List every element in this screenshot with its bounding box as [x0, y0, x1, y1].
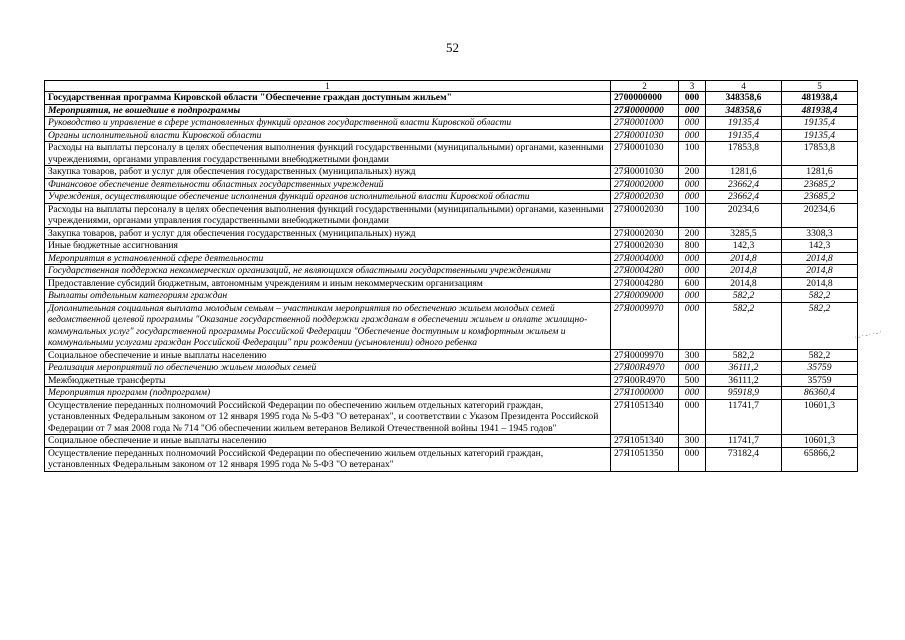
cell-expense-type: 100: [679, 203, 706, 227]
cell-expense-type: 300: [679, 349, 706, 362]
cell-amount-2: 23685,2: [782, 178, 858, 191]
cell-amount-2: 142,3: [782, 240, 858, 253]
cell-amount-1: 582,2: [706, 290, 782, 303]
table-row: [45, 227, 858, 240]
cell-expense-type: 000: [679, 92, 706, 105]
margin-mark: ·-·-··-·: [853, 327, 884, 342]
cell-amount-1: 11741,7: [706, 399, 782, 435]
table-header-row: [45, 81, 858, 92]
cell-code: 27Я0009970: [611, 302, 679, 349]
cell-amount-2: 3308,3: [782, 227, 858, 240]
cell-name: Осуществление переданных полномочий Российской Федерации по обеспечению жильем отдельных категорий граждан, установленных Федеральным законом от 12 января 1995 года № 5-ФЗ "О ветеранах", и соответствии с Указом Президента Российской Федерации от 7 мая 2008 года № 714 "Об обеспечении жильем ветеранов Великой Отечественной войны 1941 – 1945 годов": [45, 399, 611, 435]
cell-expense-type: 000: [679, 265, 706, 278]
cell-amount-2: 582,2: [782, 302, 858, 349]
budget-table: [44, 80, 858, 472]
cell-name: Расходы на выплаты персоналу в целях обеспечения выполнения функций государственными (муниципальными) органами, казенными учреждениями, органами управления государственными внебюджетными фондами: [45, 142, 611, 166]
cell-amount-2: 19135,4: [782, 117, 858, 130]
cell-expense-type: 000: [679, 129, 706, 142]
table-row: [45, 277, 858, 290]
table-row: [45, 142, 858, 166]
cell-amount-1: 23662,4: [706, 178, 782, 191]
table-row: [45, 435, 858, 448]
cell-code: 27Я0002030: [611, 240, 679, 253]
cell-amount-2: 17853,8: [782, 142, 858, 166]
cell-name: Закупка товаров, работ и услуг для обеспечения государственных (муниципальных) нужд: [45, 166, 611, 179]
table-row: [45, 290, 858, 303]
cell-name: Государственная поддержка некоммерческих организаций, не являющихся областными государственными учреждениями: [45, 265, 611, 278]
cell-name: Дополнительная социальная выплата молодым семьям – участникам мероприятия по обеспечению жильем молодых семей ведомственной целевой программы "Оказание государственной поддержки гражданам в обеспечении жильем и оплате жилищно-коммунальных услуг" государственной программы Российской Федерации "Обеспечение доступным и комфортным жильем и коммунальными услугами граждан Российской Федерации" при рождении (усыновлении) одного ребенка: [45, 302, 611, 349]
cell-amount-1: 19135,4: [706, 129, 782, 142]
cell-name: Государственная программа Кировской области "Обеспечение граждан доступным жильем": [45, 92, 611, 105]
cell-amount-2: 481938,4: [782, 104, 858, 117]
cell-amount-1: 95918,9: [706, 387, 782, 400]
cell-amount-1: 2014,8: [706, 252, 782, 265]
header-cell-amount-2: 5: [782, 81, 858, 92]
cell-code: 27Я0001030: [611, 166, 679, 179]
cell-amount-1: 73182,4: [706, 447, 782, 471]
cell-amount-1: 23662,4: [706, 191, 782, 204]
cell-name: Мероприятия, не вошедшие в подпрограммы: [45, 104, 611, 117]
table-row: [45, 240, 858, 253]
cell-name: Мероприятия в установленной сфере деятельности: [45, 252, 611, 265]
cell-amount-1: 582,2: [706, 349, 782, 362]
cell-name: Закупка товаров, работ и услуг для обеспечения государственных (муниципальных) нужд: [45, 227, 611, 240]
cell-amount-1: 348358,6: [706, 92, 782, 105]
cell-expense-type: 000: [679, 104, 706, 117]
cell-amount-2: 20234,6: [782, 203, 858, 227]
cell-expense-type: 000: [679, 290, 706, 303]
table-row: [45, 252, 858, 265]
cell-name: Учреждения, осуществляющие обеспечение исполнения функций органов исполнительной власти Кировской области: [45, 191, 611, 204]
cell-name: Социальное обеспечение и иные выплаты населению: [45, 349, 611, 362]
cell-amount-1: 36111,2: [706, 362, 782, 375]
table-row: [45, 349, 858, 362]
cell-amount-1: 2014,8: [706, 277, 782, 290]
cell-expense-type: 600: [679, 277, 706, 290]
cell-expense-type: 000: [679, 399, 706, 435]
cell-code: 27Я0004280: [611, 265, 679, 278]
cell-amount-2: 582,2: [782, 349, 858, 362]
table-row: [45, 387, 858, 400]
cell-expense-type: 000: [679, 252, 706, 265]
cell-expense-type: 000: [679, 117, 706, 130]
cell-expense-type: 000: [679, 387, 706, 400]
cell-expense-type: 000: [679, 191, 706, 204]
header-cell-expense-type: 3: [679, 81, 706, 92]
header-cell-code: 2: [611, 81, 679, 92]
cell-expense-type: 000: [679, 362, 706, 375]
cell-code: 2700000000: [611, 92, 679, 105]
cell-amount-2: 86360,4: [782, 387, 858, 400]
cell-name: Мероприятия программ (подпрограмм): [45, 387, 611, 400]
table-row: [45, 374, 858, 387]
cell-code: 27Я00R4970: [611, 374, 679, 387]
table-row: [45, 104, 858, 117]
page-number: 52: [446, 40, 459, 55]
cell-name: Осуществление переданных полномочий Российской Федерации по обеспечению жильем отдельных категорий граждан, установленных Федеральным законом от 12 января 1995 года № 5-ФЗ "О ветеранах": [45, 447, 611, 471]
cell-amount-2: 1281,6: [782, 166, 858, 179]
cell-code: 27Я0004000: [611, 252, 679, 265]
cell-expense-type: 800: [679, 240, 706, 253]
cell-amount-1: 11741,7: [706, 435, 782, 448]
cell-amount-1: 19135,4: [706, 117, 782, 130]
cell-amount-2: 23685,2: [782, 191, 858, 204]
cell-code: 27Я0002030: [611, 227, 679, 240]
cell-amount-1: 582,2: [706, 302, 782, 349]
table-row: [45, 92, 858, 105]
table-row: [45, 362, 858, 375]
table-row: [45, 399, 858, 435]
cell-amount-1: 20234,6: [706, 203, 782, 227]
cell-expense-type: 200: [679, 227, 706, 240]
cell-expense-type: 000: [679, 302, 706, 349]
header-cell-name: 1: [45, 81, 611, 92]
cell-amount-2: 2014,8: [782, 265, 858, 278]
cell-expense-type: 000: [679, 178, 706, 191]
cell-name: Межбюджетные трансферты: [45, 374, 611, 387]
table-row: [45, 302, 858, 349]
cell-code: 27Я0001030: [611, 142, 679, 166]
cell-expense-type: 300: [679, 435, 706, 448]
cell-expense-type: 100: [679, 142, 706, 166]
cell-amount-1: 3285,5: [706, 227, 782, 240]
cell-amount-2: 35759: [782, 362, 858, 375]
table-row: [45, 129, 858, 142]
cell-amount-2: 65866,2: [782, 447, 858, 471]
cell-name: Руководство и управление в сфере установленных функций органов государственной власти Кировской области: [45, 117, 611, 130]
cell-code: 27Я1051350: [611, 447, 679, 471]
table-row: [45, 166, 858, 179]
cell-amount-2: 582,2: [782, 290, 858, 303]
cell-name: Расходы на выплаты персоналу в целях обеспечения выполнения функций государственными (муниципальными) органами, казенными учреждениями, органами управления государственными внебюджетными фондами: [45, 203, 611, 227]
cell-expense-type: 200: [679, 166, 706, 179]
cell-code: 27Я00R4970: [611, 362, 679, 375]
cell-amount-1: 36111,2: [706, 374, 782, 387]
table-row: [45, 117, 858, 130]
table-row: [45, 178, 858, 191]
cell-name: Предоставление субсидий бюджетным, автономным учреждениям и иным некоммерческим организациям: [45, 277, 611, 290]
cell-name: Социальное обеспечение и иные выплаты населению: [45, 435, 611, 448]
cell-expense-type: 500: [679, 374, 706, 387]
cell-code: 27Я0001030: [611, 129, 679, 142]
cell-code: 27Я0000000: [611, 104, 679, 117]
table-row: [45, 203, 858, 227]
table-row: [45, 265, 858, 278]
cell-amount-1: 17853,8: [706, 142, 782, 166]
cell-amount-2: 2014,8: [782, 277, 858, 290]
header-cell-amount-1: 4: [706, 81, 782, 92]
cell-code: 27Я0002030: [611, 191, 679, 204]
cell-amount-1: 1281,6: [706, 166, 782, 179]
cell-code: 27Я0002030: [611, 203, 679, 227]
cell-name: Реализация мероприятий по обеспечению жильем молодых семей: [45, 362, 611, 375]
table-row: [45, 191, 858, 204]
cell-code: 27Я0009000: [611, 290, 679, 303]
cell-amount-2: 10601,3: [782, 435, 858, 448]
cell-name: Выплаты отдельным категориям граждан: [45, 290, 611, 303]
cell-code: 27Я1000000: [611, 387, 679, 400]
cell-amount-2: 19135,4: [782, 129, 858, 142]
cell-code: 27Я1051340: [611, 435, 679, 448]
cell-amount-1: 348358,6: [706, 104, 782, 117]
cell-name: Финансовое обеспечение деятельности областных государственных учреждений: [45, 178, 611, 191]
cell-amount-1: 142,3: [706, 240, 782, 253]
cell-name: Органы исполнительной власти Кировской области: [45, 129, 611, 142]
cell-amount-2: 481938,4: [782, 92, 858, 105]
cell-code: 27Я0001000: [611, 117, 679, 130]
cell-amount-1: 2014,8: [706, 265, 782, 278]
cell-name: Иные бюджетные ассигнования: [45, 240, 611, 253]
cell-amount-2: 2014,8: [782, 252, 858, 265]
table-row: [45, 447, 858, 471]
cell-amount-2: 10601,3: [782, 399, 858, 435]
cell-amount-2: 35759: [782, 374, 858, 387]
cell-code: 27Я0004280: [611, 277, 679, 290]
cell-code: 27Я0002000: [611, 178, 679, 191]
cell-code: 27Я1051340: [611, 399, 679, 435]
cell-code: 27Я0009970: [611, 349, 679, 362]
cell-expense-type: 000: [679, 447, 706, 471]
